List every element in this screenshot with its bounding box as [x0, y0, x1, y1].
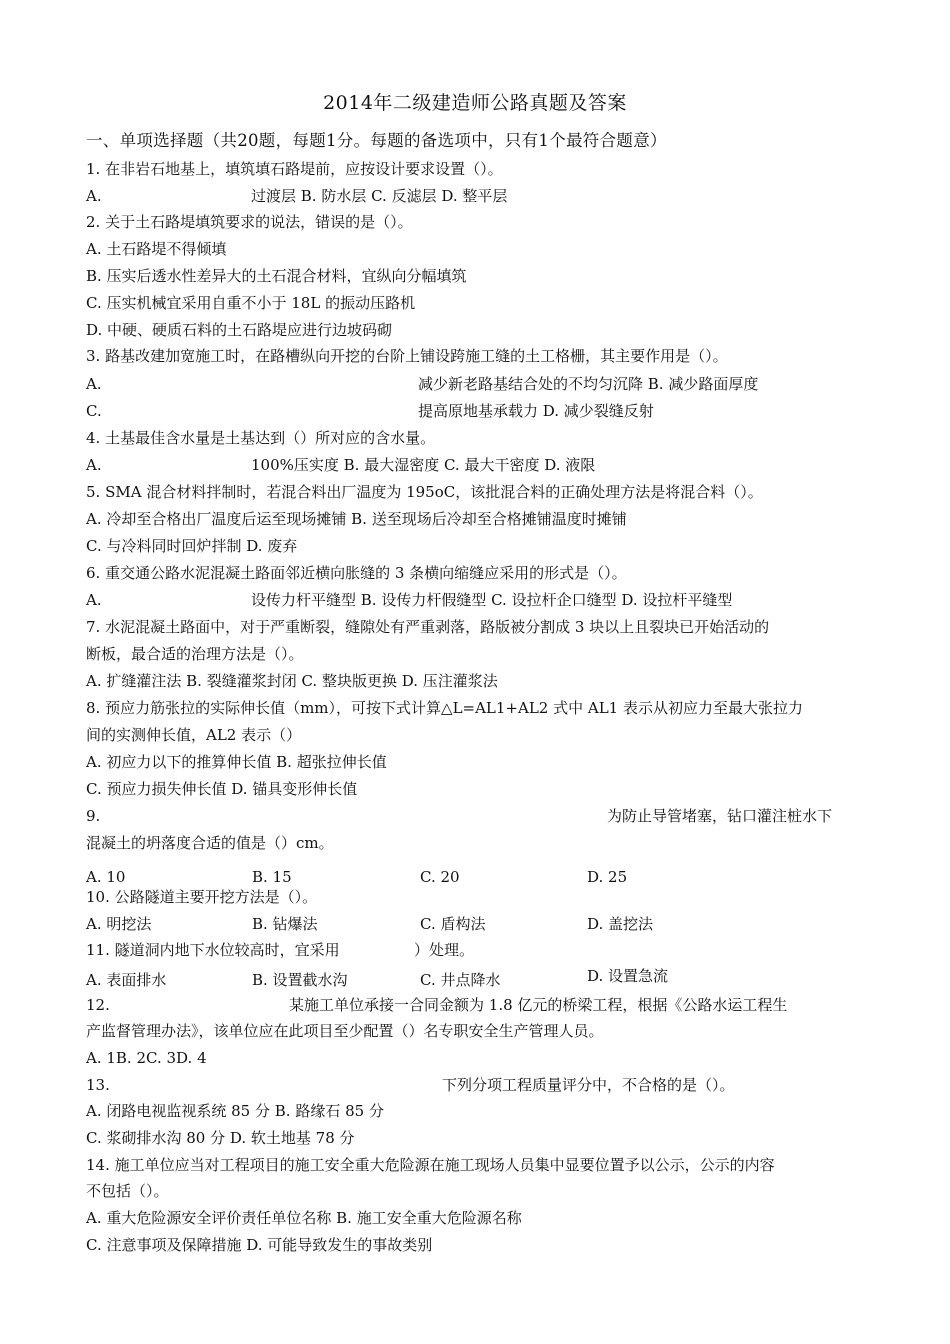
question-5-options-ab: A. 冷却至合格出厂温度后运至现场摊铺 B. 送至现场后冷却至合格摊铺温度时摊铺 — [86, 510, 627, 528]
question-12-options: A. 1B. 2C. 3D. 4 — [86, 1049, 207, 1067]
question-9-option-c: C. 20 — [420, 868, 460, 886]
question-13-stem: 下列分项工程质量评分中，不合格的是（）。 — [442, 1076, 735, 1094]
question-10-option-a: A. 明挖法 — [86, 915, 152, 933]
question-9-stem-line-2: 混凝土的坍落度合适的值是（）cm。 — [86, 834, 334, 852]
question-2-option-a: A. 土石路堤不得倾填 — [86, 240, 227, 258]
page-title: 2014年二级建造师公路真题及答案 — [323, 92, 627, 114]
question-9-option-a: A. 10 — [86, 868, 126, 886]
question-8-options-cd: C. 预应力损失伸长值 D. 锚具变形伸长值 — [86, 780, 358, 798]
question-3-options-cd: 提高原地基承载力 D. 减少裂缝反射 — [418, 402, 654, 420]
question-14-stem-line-1: 14. 施工单位应当对工程项目的施工安全重大危险源在施工现场人员集中显要位置予以公示，公示的内容 — [86, 1156, 775, 1174]
question-3-options-ab: 减少新老路基结合处的不均匀沉降 B. 减少路面厚度 — [418, 375, 759, 393]
section-heading: 一、单项选择题（共20题，每题1分。每题的备选项中，只有1个最符合题意） — [86, 131, 667, 150]
question-2-stem: 2. 关于土石路堤填筑要求的说法，错误的是（）。 — [86, 213, 413, 231]
question-3-option-letter-a: A. — [86, 375, 102, 393]
question-10-option-b: B. 钻爆法 — [252, 915, 318, 933]
question-9-stem-line-1: 为防止导管堵塞，钻口灌注桩水下 — [607, 807, 833, 825]
question-8-stem-line-2: 间的实测伸长值，AL2 表示（） — [86, 726, 302, 744]
question-14-options-ab: A. 重大危险源安全评价责任单位名称 B. 施工安全重大危险源名称 — [86, 1209, 522, 1227]
question-4-option-letter: A. — [86, 456, 102, 474]
question-13-number: 13. — [86, 1076, 110, 1094]
question-12-number: 12. — [86, 996, 110, 1014]
question-3-stem: 3. 路基改建加宽施工时，在路槽纵向开挖的台阶上铺设跨施工缝的土工格栅，其主要作用是（）。 — [86, 347, 728, 365]
question-3-option-letter-c: C. — [86, 402, 102, 420]
question-14-options-cd: C. 注意事项及保障措施 D. 可能导致发生的事故类别 — [86, 1236, 433, 1254]
question-2-option-b: B. 压实后透水性差异大的土石混合材料，宜纵向分幅填筑 — [86, 267, 467, 285]
question-11-option-c: C. 井点降水 — [420, 971, 501, 989]
question-11-option-a: A. 表面排水 — [86, 971, 167, 989]
question-1-stem: 1. 在非岩石地基上，填筑填石路堤前，应按设计要求设置（）。 — [86, 160, 503, 178]
question-9-option-d: D. 25 — [587, 868, 628, 886]
question-10-stem: 10. 公路隧道主要开挖方法是（）。 — [86, 888, 318, 906]
question-10-option-c: C. 盾构法 — [420, 915, 486, 933]
question-9-option-b: B. 15 — [252, 868, 292, 886]
question-11-option-d: D. 设置急流 — [587, 967, 669, 985]
question-5-options-cd: C. 与冷料同时回炉拌制 D. 废弃 — [86, 537, 298, 555]
question-13-options-cd: C. 浆砌排水沟 80 分 D. 软土地基 78 分 — [86, 1129, 355, 1147]
question-7-options: A. 扩缝灌注法 B. 裂缝灌浆封闭 C. 整块版更换 D. 压注灌浆法 — [86, 672, 498, 690]
question-7-stem-line-1: 7. 水泥混凝土路面中，对于严重断裂，缝隙处有严重剥落，路版被分割成 3 块以上且裂块已开始活动的 — [86, 618, 770, 636]
question-6-stem: 6. 重交通公路水泥混凝土路面邻近横向胀缝的 3 条横向缩缝应采用的形式是（）。 — [86, 564, 627, 582]
question-6-options: 设传力杆平缝型 B. 设传力杆假缝型 C. 设拉杆企口缝型 D. 设拉杆平缝型 — [251, 591, 733, 609]
question-7-stem-line-2: 断板，最合适的治理方法是（）。 — [86, 645, 304, 663]
question-8-options-ab: A. 初应力以下的推算伸长值 B. 超张拉伸长值 — [86, 753, 387, 771]
question-2-option-d: D. 中硬、硬质石料的土石路堤应进行边坡码砌 — [86, 321, 393, 339]
question-10-option-d: D. 盖挖法 — [587, 915, 654, 933]
question-2-option-c: C. 压实机械宜采用自重不小于 18L 的振动压路机 — [86, 294, 416, 312]
question-1-option-letter: A. — [86, 187, 102, 205]
question-11-stem: 11. 隧道洞内地下水位较高时，宜采用 — [86, 941, 340, 959]
question-14-stem-line-2: 不包括（）。 — [86, 1182, 169, 1200]
question-11-option-b: B. 设置截水沟 — [252, 971, 348, 989]
question-8-stem-line-1: 8. 预应力筋张拉的实际伸长值（mm），可按下式计算△L=AL1+AL2 式中 AL1 表示从初应力至最大张拉力 — [86, 699, 803, 717]
question-4-stem: 4. 土基最佳含水量是土基达到（）所对应的含水量。 — [86, 429, 436, 447]
question-12-stem-line-1: 某施工单位承接一合同金额为 1.8 亿元的桥梁工程，根据《公路水运工程生 — [289, 996, 788, 1014]
question-1-options: 过渡层 B. 防水层 C. 反滤层 D. 整平层 — [251, 187, 508, 205]
question-4-options: 100%压实度 B. 最大湿密度 C. 最大干密度 D. 液限 — [251, 456, 596, 474]
question-5-stem: 5. SMA 混合材料拌制时，若混合料出厂温度为 195oC，该批混合料的正确处理方法是将混合料（）。 — [86, 483, 763, 501]
question-9-number: 9. — [86, 807, 101, 825]
question-12-stem-line-2: 产监督管理办法》，该单位应在此项目至少配置（）名专职安全生产管理人员。 — [86, 1022, 604, 1040]
question-6-option-letter: A. — [86, 591, 102, 609]
question-11-stem-end: ）处理。 — [414, 941, 475, 959]
question-13-options-ab: A. 闭路电视监视系统 85 分 B. 路缘石 85 分 — [86, 1102, 384, 1120]
